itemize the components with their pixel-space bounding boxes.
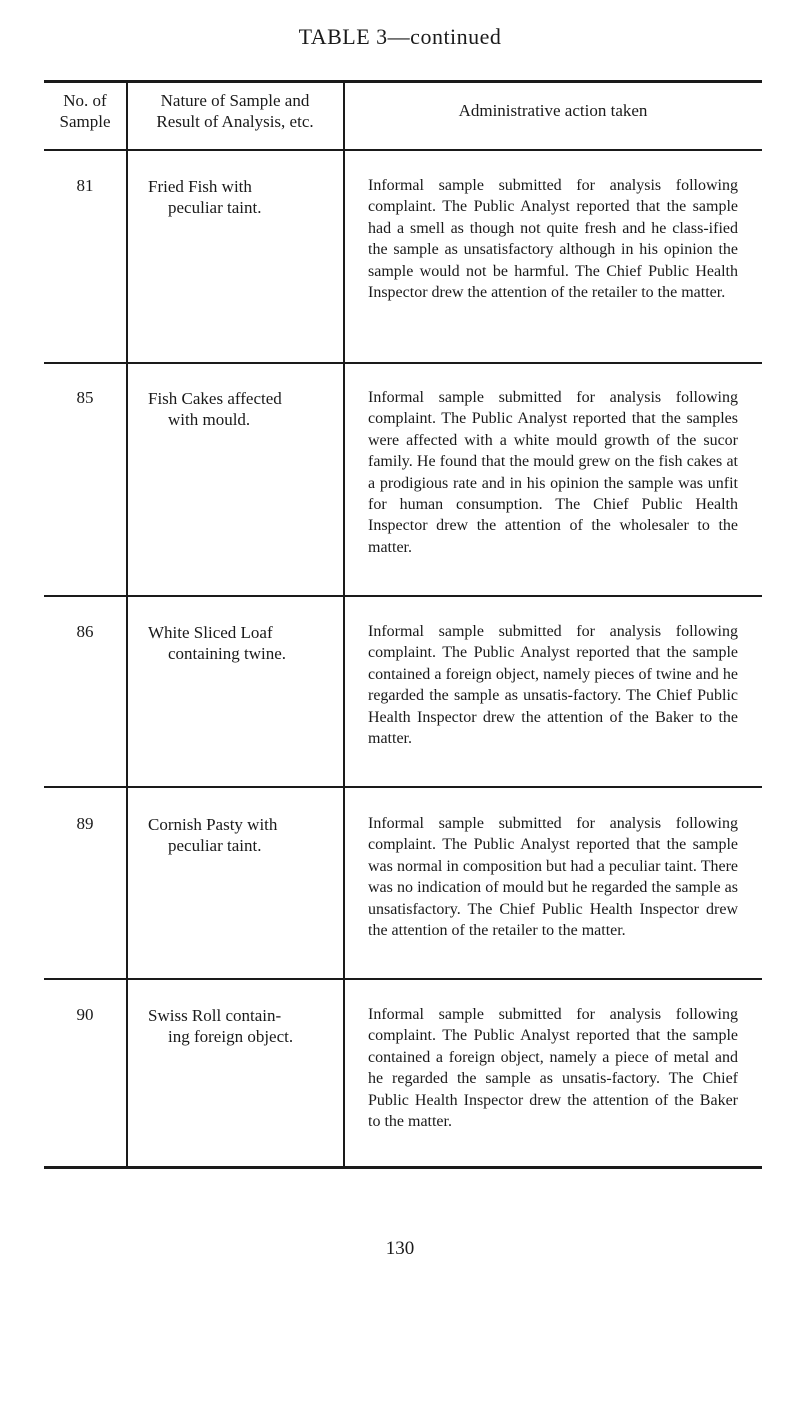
table-row-action: Informal sample submitted for analysis following complaint. The Public Analyst reported that the samples were affected with a white mould growth of the sucor family. He found that the mould grew on the fish cakes at a prodigious rate and in his opinion the sample was unfit for human consumption. The Chief Public Health Inspector drew the attention of the wholesaler to the matter.	[368, 389, 738, 556]
row-separator	[127, 362, 343, 364]
column-divider-1	[126, 83, 128, 1166]
row-separator	[127, 149, 343, 151]
row-separator	[44, 978, 126, 980]
row-separator	[344, 362, 762, 364]
row-separator	[127, 978, 343, 980]
row-separator	[344, 978, 762, 980]
page-title: TABLE 3—continued	[298, 24, 502, 49]
header-nature-line-2: Result of Analysis, etc.	[156, 112, 314, 131]
nature-line-1: White Sliced Loaf	[148, 623, 273, 642]
nature-line-1: Cornish Pasty with	[148, 815, 278, 834]
header-nature	[127, 90, 343, 132]
table-top-rule	[44, 80, 762, 83]
row-separator	[127, 786, 343, 788]
nature-line-2: ing foreign object.	[168, 1027, 294, 1046]
table-row-number: 85	[76, 388, 94, 407]
row-separator	[44, 149, 126, 151]
table-row-nature	[148, 622, 338, 664]
table-bottom-rule	[44, 1166, 762, 1169]
nature-line-1: Fish Cakes affected	[148, 389, 282, 408]
row-separator	[127, 595, 343, 597]
table-row-action: Informal sample submitted for analysis following complaint. The Public Analyst reported that the sample was normal in composition but had a peculiar taint. There was no indication of mould but he regarded the sample as unsatisfactory. The Chief Public Health Inspector drew the attention of the retailer to the matter.	[368, 815, 738, 940]
table-row-number: 81	[76, 176, 94, 195]
nature-line-2: with mould.	[168, 410, 251, 429]
nature-line-1: Swiss Roll contain-	[148, 1006, 282, 1025]
row-separator	[344, 595, 762, 597]
table-row-nature	[148, 176, 338, 218]
table-row-action: Informal sample submitted for analysis following complaint. The Public Analyst reported that the sample contained a foreign object, namely a piece of metal and he regarded the sample as unsatis-factory. The Chief Public Health Inspector drew the attention of the Baker to the matter.	[368, 1006, 738, 1131]
table-row-action: Informal sample submitted for analysis following complaint. The Public Analyst reported that the sample contained a foreign object, namely pieces of twine and he regarded the sample as unsatis-factory. The Chief Public Health Inspector drew the attention of the Baker to the matter.	[368, 623, 738, 748]
table-row-nature	[148, 814, 338, 856]
row-separator	[44, 362, 126, 364]
table-row-action: Informal sample submitted for analysis following complaint. The Public Analyst reported that the sample had a smell as though not quite fresh and he class-ified the sample as unsatisfactory although in his opinion the sample would not be harmful. The Chief Public Health Inspector drew the attention of the retailer to the matter.	[368, 177, 738, 302]
header-sample-number	[44, 90, 126, 132]
table-row-nature	[148, 1005, 338, 1047]
table-row-number: 89	[76, 814, 94, 833]
row-separator	[44, 786, 126, 788]
nature-line-1: Fried Fish with	[148, 177, 252, 196]
header-sample-number-line-1: No. of	[63, 91, 107, 110]
row-separator	[344, 149, 762, 151]
header-action: Administrative action taken	[458, 101, 648, 120]
page-number: 130	[385, 1238, 415, 1259]
row-separator	[44, 595, 126, 597]
header-sample-number-line-2: Sample	[59, 112, 111, 131]
header-nature-line-1: Nature of Sample and	[160, 91, 310, 110]
table-row-number: 86	[76, 622, 94, 641]
nature-line-2: containing twine.	[168, 644, 287, 663]
table-row-nature	[148, 388, 338, 430]
row-separator	[344, 786, 762, 788]
nature-line-2: peculiar taint.	[168, 836, 262, 855]
column-divider-2	[343, 83, 345, 1166]
nature-line-2: peculiar taint.	[168, 198, 262, 217]
table-row-number: 90	[76, 1005, 94, 1024]
